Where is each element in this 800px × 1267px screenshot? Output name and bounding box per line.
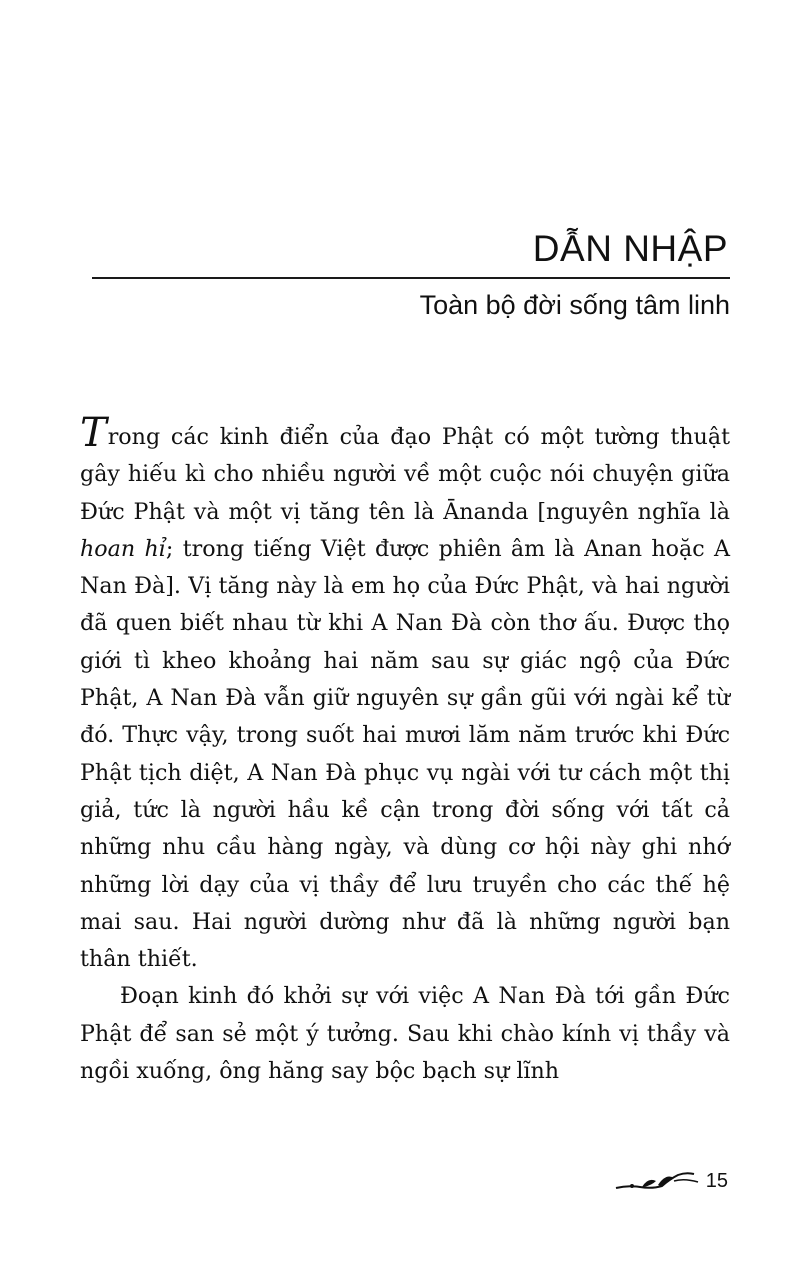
paragraph-1-italic: hoan hỉ xyxy=(80,535,166,562)
title-rule xyxy=(92,277,730,279)
page-footer xyxy=(614,1169,728,1191)
chapter-subtitle: Toàn bộ đời sống tâm linh xyxy=(419,290,730,320)
flourish-ornament-icon xyxy=(614,1169,702,1191)
chapter-title: DẪN NHẬP xyxy=(532,228,728,269)
paragraph-1-text-b: ; trong tiếng Việt được phiên âm là Anan hoặc A Nan Đà]. Vị tăng này là em họ của Đức Phật, và hai người đã quen biết nhau từ khi A Nan Đà còn thơ ấu. Được thọ giới tì kheo khoảng hai năm sau sự giác ngộ của Đức Phật, A Nan Đà vẫn giữ nguyên sự gần gũi với ngài kể từ đó. Thực vậy, trong suốt hai mươi lăm năm trước khi Đức Phật tịch diệt, A Nan Đà phục vụ ngài với tư cách một thị giả, tức là người hầu kề cận trong đời sống với tất cả những nhu cầu hàng ngày, và dùng cơ hội này ghi nhớ những lời dạy của vị thầy để lưu truyền cho các thế hệ mai sau. Hai người dường như đã là những người bạn thân thiết. xyxy=(80,535,731,973)
page-number: 15 xyxy=(705,1170,728,1192)
paragraph-1-text-a: rong các kinh điển của đạo Phật có một tường thuật gây hiếu kì cho nhiều người về một cuộc nói chuyện giữa Đức Phật và một vị tăng tên là Ānanda [nguyên nghĩa là xyxy=(80,424,730,525)
drop-cap: T xyxy=(80,410,107,456)
paragraph-1 xyxy=(80,410,731,978)
body-text xyxy=(80,410,731,1090)
paragraph-2: Đoạn kinh đó khởi sự với việc A Nan Đà tới gần Đức Phật để san sẻ một ý tưởng. Sau khi chào kính vị thầy và ngồi xuống, ông hăng say bộc bạch sự lĩnh xyxy=(80,983,730,1085)
